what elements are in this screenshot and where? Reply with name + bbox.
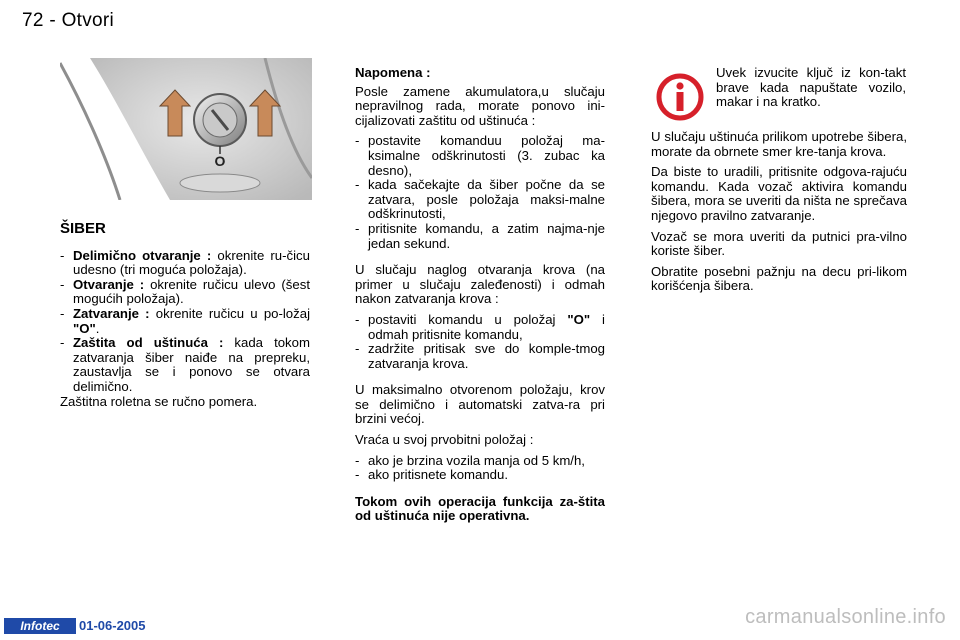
paragraph: U maksimalno otvorenom položaju, krov se delimično i automatski zatva-ra pri brzini većoj. — [355, 382, 605, 427]
section-heading: ŠIBER — [60, 220, 106, 237]
page-separator: - — [49, 10, 56, 31]
info-note: Uvek izvucite ključ iz kon-takt brave kada napuštate vozilo, makar i na kratko. — [716, 65, 906, 110]
list-item: - ako je brzina vozila manja od 5 km/h, — [355, 452, 585, 468]
note-heading: Napomena : — [355, 65, 431, 80]
list-item: - kada sačekajte da šiber počne da se zatvara, posle položaja maksi-malne odškrinutosti, — [355, 177, 605, 222]
list-item: - Otvaranje : okrenite ručicu ulevo (šest mogućih položaja). — [60, 276, 310, 307]
sunroof-control-illustration — [60, 58, 312, 200]
info-icon — [655, 72, 705, 122]
list-item: - Zaštita od uštinuća : kada tokom zatvaranja šiber naiđe na prepreku, zaustavlja se i ponovo se otvara delimično. — [60, 335, 310, 394]
warning-text: Tokom ovih operacija funkcija za-štita od uštinuća nije operativna. — [355, 493, 605, 524]
footer-date: 01-06-2005 — [79, 618, 146, 633]
list-item: - ako pritisnete komandu. — [355, 467, 509, 483]
list-item: - Delimično otvaranje : okrenite ru-čicu udesno (tri moguća položaja). — [60, 247, 310, 278]
dial-position-label: O — [214, 153, 226, 169]
paragraph: Da biste to uradili, pritisnite odgova-rajuću komandu. Kada vozač aktivira komandu šibera, mora se uveriti da ništa ne sprečava njegovo pravilno zatvaranje. — [651, 164, 907, 223]
list-item: - Zatvaranje : okrenite ručicu u po-ložaj "O". — [60, 305, 310, 336]
paragraph: Vraća u svoj prvobitni položaj : — [355, 432, 534, 448]
paragraph: Vozač se mora uveriti da putnici pra-vilno koriste šiber. — [651, 228, 907, 259]
list-item: - zadržite pritisak sve do komple-tmog zatvaranja krova. — [355, 341, 605, 371]
column-sunroof — [60, 222, 310, 415]
list-item: - pritisnite komandu, a zatim najma-nje jedan sekund. — [355, 220, 605, 251]
note-intro-2: U slučaju naglog otvaranja krova (na primer u slučaju zaleđenosti) i odmah nakon zatvaranja krova : — [355, 262, 605, 307]
column-note — [355, 66, 605, 530]
column-safety — [651, 130, 907, 300]
list-item: - postavite komanduu položaj ma-ksimalne odškrinutosti (3. zubac ka desno), — [355, 133, 605, 178]
closing-text: Zaštitna roletna se ručno pomera. — [60, 393, 258, 409]
list-item: - postaviti komandu u položaj "O" i odmah pritisnite komandu, — [355, 311, 605, 342]
note-intro: Posle zamene akumulatora,u slučaju nepravilnog rada, morate ponovo ini-cijalizovati zaštitu od uštinuća : — [355, 83, 605, 128]
infotec-logo: Infotec — [4, 618, 76, 634]
paragraph: Obratite posebni pažnju na decu pri-likom korišćenja šibera. — [651, 263, 907, 294]
section-title: Otvori — [61, 10, 115, 31]
page-header — [22, 10, 114, 32]
watermark: carmanualsonline.info — [745, 606, 946, 628]
paragraph: U slučaju uštinuća prilikom upotrebe šibera, morate da obrnete smer kre-tanja krova. — [651, 129, 907, 159]
page-number: 72 — [22, 10, 44, 31]
